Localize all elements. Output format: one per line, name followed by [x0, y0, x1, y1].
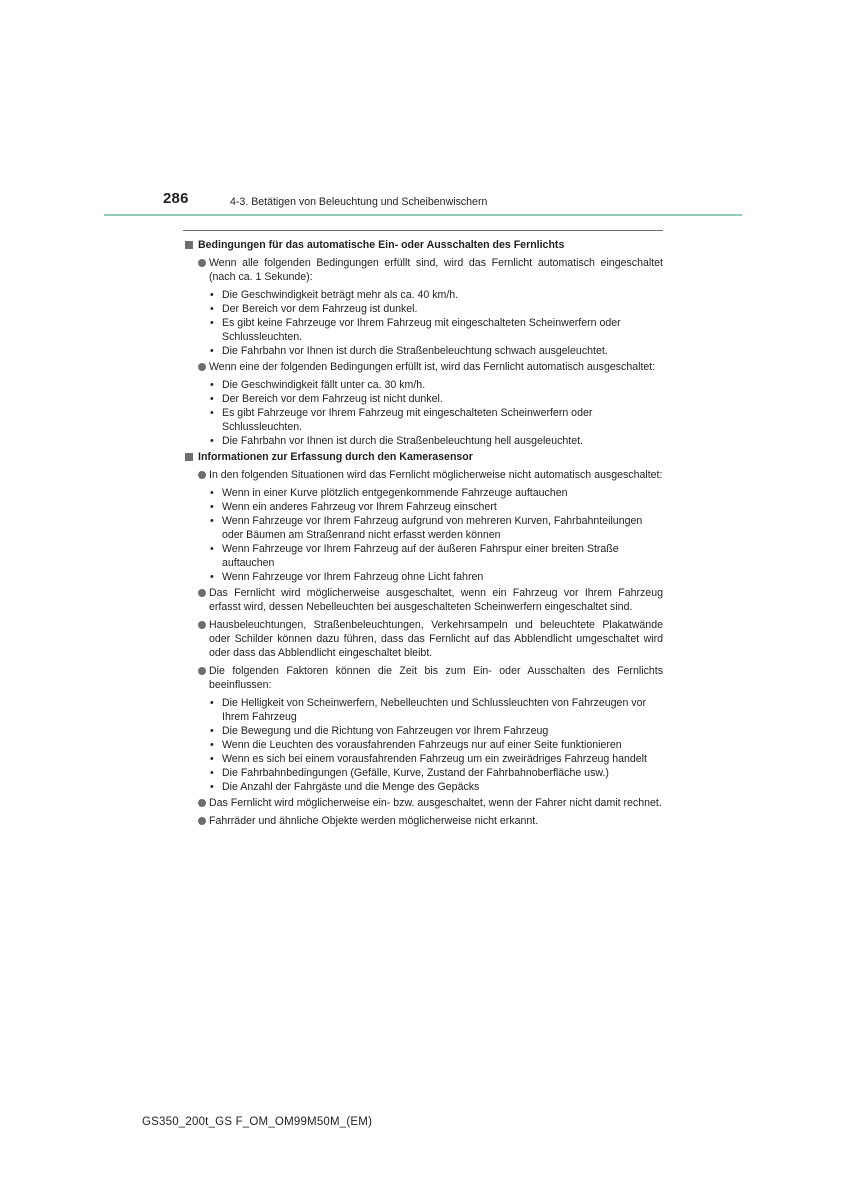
small-bullet-icon: • [210, 345, 214, 357]
circle-bullet-icon [198, 259, 206, 267]
small-bullet-icon: • [210, 543, 214, 555]
bullet-paragraph [185, 618, 663, 660]
sub-list-item-text: Wenn Fahrzeuge vor Ihrem Fahrzeug auf der äußeren Fahrspur einer breiten Straße auftauchen [222, 543, 619, 569]
header-divider [104, 214, 742, 216]
small-bullet-icon: • [210, 487, 214, 499]
paragraph-text: Wenn eine der folgenden Bedingungen erfüllt ist, wird das Fernlicht automatisch ausgeschaltet: [209, 361, 656, 373]
circle-bullet-icon [198, 471, 206, 479]
sub-list-item [185, 542, 663, 570]
sub-list-item [185, 724, 663, 738]
small-bullet-icon: • [210, 767, 214, 779]
bullet-paragraph [185, 664, 663, 692]
sub-list-item-text: Die Fahrbahn vor Ihnen ist durch die Straßenbeleuchtung schwach ausgeleuchtet. [222, 345, 608, 357]
small-bullet-icon: • [210, 303, 214, 315]
paragraph-text: Fahrräder und ähnliche Objekte werden möglicherweise nicht erkannt. [209, 815, 539, 827]
sub-list-item-text: Der Bereich vor dem Fahrzeug ist dunkel. [222, 303, 418, 315]
paragraph-text: Die folgenden Faktoren können die Zeit bis zum Ein- oder Ausschalten des Fernlichts beeinflussen: [209, 665, 663, 691]
sub-list-item [185, 288, 663, 302]
sub-list-item-text: Wenn Fahrzeuge vor Ihrem Fahrzeug aufgrund von mehreren Kurven, Fahrbahnteilungen oder Bäumen am Straßenrand nicht erfasst werden können [222, 515, 643, 541]
section-heading-text: Informationen zur Erfassung durch den Kamerasensor [198, 451, 473, 463]
sub-list-item [185, 514, 663, 542]
paragraph-text: Das Fernlicht wird möglicherweise ein- bzw. ausgeschaltet, wenn der Fahrer nicht damit rechnet. [209, 797, 662, 809]
small-bullet-icon: • [210, 501, 214, 513]
sub-list-item [185, 378, 663, 392]
sub-list-item [185, 752, 663, 766]
circle-bullet-icon [198, 799, 206, 807]
bullet-paragraph [185, 468, 663, 482]
sub-list-item-text: Die Bewegung und die Richtung von Fahrzeugen vor Ihrem Fahrzeug [222, 725, 549, 737]
sub-list-item-text: Es gibt keine Fahrzeuge vor Ihrem Fahrzeug mit eingeschalteten Scheinwerfern oder Schlussleuchten. [222, 317, 621, 343]
small-bullet-icon: • [210, 379, 214, 391]
sub-list-item-text: Der Bereich vor dem Fahrzeug ist nicht dunkel. [222, 393, 443, 405]
circle-bullet-icon [198, 363, 206, 371]
small-bullet-icon: • [210, 317, 214, 329]
small-bullet-icon: • [210, 697, 214, 709]
small-bullet-icon: • [210, 435, 214, 447]
footer-document-code: GS350_200t_GS F_OM_OM99M50M_(EM) [142, 1116, 373, 1128]
sub-list-item [185, 486, 663, 500]
circle-bullet-icon [198, 589, 206, 597]
small-bullet-icon: • [210, 739, 214, 751]
sub-list-item-text: Die Geschwindigkeit beträgt mehr als ca. 40 km/h. [222, 289, 459, 301]
sub-list [185, 378, 663, 448]
sub-list-item [185, 500, 663, 514]
bullet-paragraph [185, 796, 663, 810]
sub-list-item [185, 696, 663, 724]
circle-bullet-icon [198, 621, 206, 629]
small-bullet-icon: • [210, 571, 214, 583]
sub-list-item-text: Die Anzahl der Fahrgäste und die Menge des Gepäcks [222, 781, 480, 793]
sub-list-item-text: Es gibt Fahrzeuge vor Ihrem Fahrzeug mit eingeschalteten Scheinwerfern oder Schlussleuchten. [222, 407, 593, 433]
sub-list-item [185, 406, 663, 434]
sub-list-item-text: Die Fahrbahnbedingungen (Gefälle, Kurve, Zustand der Fahrbahnoberfläche usw.) [222, 767, 609, 779]
bullet-paragraph [185, 814, 663, 828]
sub-list-item-text: Die Helligkeit von Scheinwerfern, Nebelleuchten und Schlussleuchten von Fahrzeugen vor Ihrem Fahrzeug [222, 697, 646, 723]
paragraph-text: In den folgenden Situationen wird das Fernlicht möglicherweise nicht automatisch ausgeschaltet: [209, 469, 663, 481]
content-area [185, 238, 663, 832]
bullet-paragraph [185, 256, 663, 284]
sub-list [185, 696, 663, 794]
sub-list-item [185, 780, 663, 794]
circle-bullet-icon [198, 667, 206, 675]
bullet-paragraph [185, 586, 663, 614]
small-bullet-icon: • [210, 753, 214, 765]
sub-list-item-text: Wenn es sich bei einem vorausfahrenden Fahrzeug um ein zweirädriges Fahrzeug handelt [222, 753, 647, 765]
section-heading [185, 450, 663, 464]
paragraph-text: Hausbeleuchtungen, Straßenbeleuchtungen, Verkehrsampeln und beleuchtete Plakatwände oder Schilder können dazu führen, dass das Fernlicht auf das Abblendlicht umgeschaltet wird oder dass das Abblendlicht eingeschaltet bleibt. [209, 619, 663, 659]
paragraph-text: Wenn alle folgenden Bedingungen erfüllt sind, wird das Fernlicht automatisch eingeschaltet (nach ca. 1 Sekunde): [209, 257, 663, 283]
sub-list-item-text: Wenn Fahrzeuge vor Ihrem Fahrzeug ohne Licht fahren [222, 571, 484, 583]
bullet-paragraph [185, 360, 663, 374]
sub-list [185, 486, 663, 584]
section-heading [185, 238, 663, 252]
section-heading-text: Bedingungen für das automatische Ein- oder Ausschalten des Fernlichts [198, 239, 565, 251]
page-number: 286 [163, 190, 189, 207]
sub-list-item [185, 738, 663, 752]
sub-list-item [185, 302, 663, 316]
square-bullet-icon [185, 241, 193, 249]
small-bullet-icon: • [210, 407, 214, 419]
sub-list-item-text: Die Geschwindigkeit fällt unter ca. 30 km/h. [222, 379, 426, 391]
sub-list-item [185, 344, 663, 358]
paragraph-text: Das Fernlicht wird möglicherweise ausgeschaltet, wenn ein Fahrzeug vor Ihrem Fahrzeug erfasst wird, dessen Nebelleuchten bei ausgeschalteten Scheinwerfern eingeschaltet sind. [209, 587, 663, 613]
chapter-title: 4-3. Betätigen von Beleuchtung und Scheibenwischern [230, 196, 488, 208]
small-bullet-icon: • [210, 289, 214, 301]
sub-list-item [185, 570, 663, 584]
small-bullet-icon: • [210, 393, 214, 405]
small-bullet-icon: • [210, 515, 214, 527]
sub-list-item-text: Wenn in einer Kurve plötzlich entgegenkommende Fahrzeuge auftauchen [222, 487, 568, 499]
square-bullet-icon [185, 453, 193, 461]
sub-list [185, 288, 663, 358]
sub-list-item-text: Die Fahrbahn vor Ihnen ist durch die Straßenbeleuchtung hell ausgeleuchtet. [222, 435, 584, 447]
sub-list-item [185, 316, 663, 344]
sub-list-item [185, 392, 663, 406]
sub-list-item-text: Wenn ein anderes Fahrzeug vor Ihrem Fahrzeug einschert [222, 501, 497, 513]
circle-bullet-icon [198, 817, 206, 825]
content-divider [183, 230, 663, 231]
sub-list-item [185, 766, 663, 780]
sub-list-item [185, 434, 663, 448]
small-bullet-icon: • [210, 725, 214, 737]
sub-list-item-text: Wenn die Leuchten des vorausfahrenden Fahrzeugs nur auf einer Seite funktionieren [222, 739, 622, 751]
small-bullet-icon: • [210, 781, 214, 793]
